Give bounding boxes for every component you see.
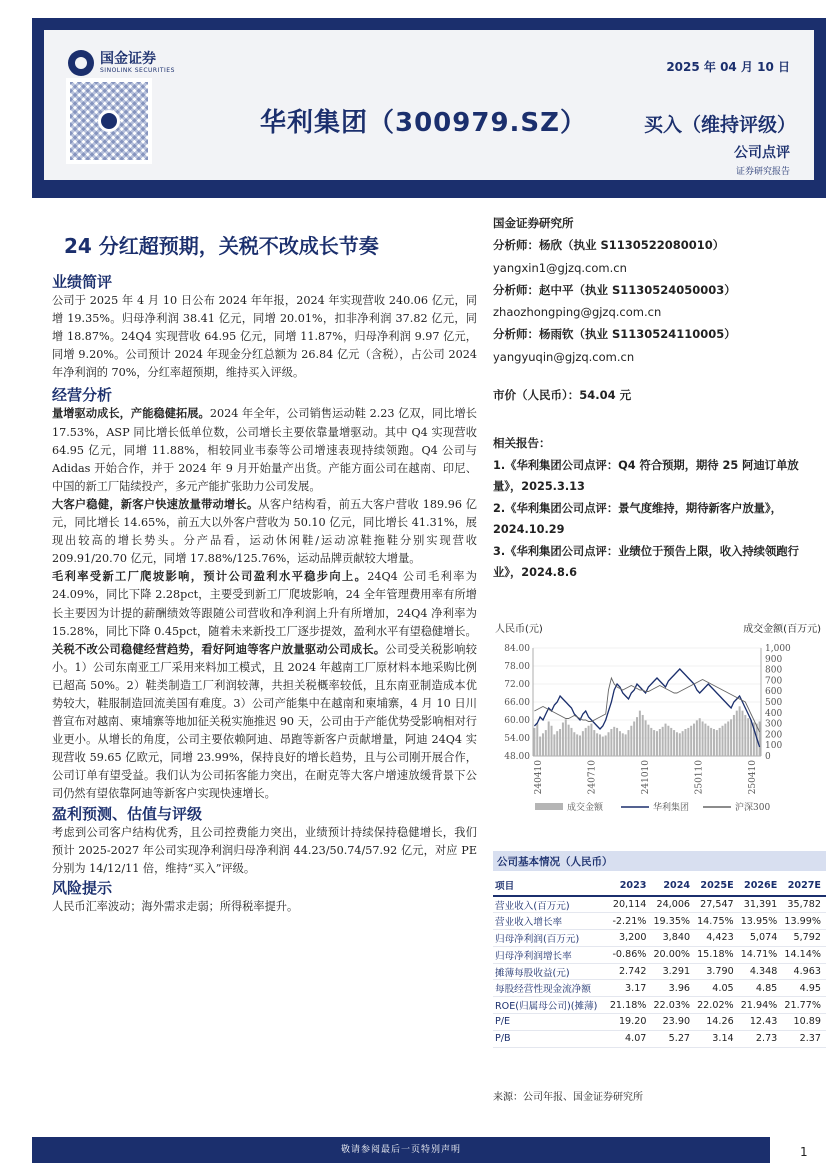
volume-bar: [744, 715, 746, 756]
volume-bar: [696, 720, 698, 756]
x-tick-label: 241010: [641, 760, 651, 795]
volume-bar: [585, 728, 587, 756]
x-tick-label: 250110: [694, 760, 705, 795]
volume-bar: [582, 731, 584, 756]
volume-bar: [759, 721, 761, 756]
table-cell: ROE(归属母公司)(摊薄): [493, 997, 608, 1014]
y-right-label: 成交金额(百万元): [743, 624, 821, 635]
y-right-tick-label: 200: [765, 730, 783, 741]
volume-bar: [576, 734, 578, 756]
volume-bar: [730, 719, 732, 756]
volume-bar: [596, 733, 598, 756]
volume-bar: [533, 728, 535, 756]
section-title-review: 业绩简评: [52, 273, 113, 291]
volume-bar: [704, 724, 706, 756]
volume-bar: [579, 735, 581, 756]
x-tick-label: 240710: [587, 760, 598, 795]
volume-bar: [719, 728, 721, 756]
price-chart-svg: [493, 620, 823, 820]
paragraph: [52, 405, 477, 495]
paragraph-text: 2024 年全年，公司销售运动鞋 2.23 亿双，同比增长 17.53%，ASP 同比增长低单位数，公司增长主要依靠量增驱动。其中 Q4 实现营收 64.95 亿元，同增 11.88%，相较同业韦泰等公司增速表现持续领跑。Q4 公司与 Adidas 开始合作，并于 2024 年 9 月开始量产出货。产能方面公司在越南、印尼、中国的新工厂陆续投产，多元产能扩张助力公司发展。: [52, 407, 477, 493]
paragraph-lead: 大客户稳健，新客户快速放量带动增长。: [52, 497, 259, 511]
table-cell: 摊薄每股收益(元): [493, 963, 608, 980]
y-left-tick-label: 54.00: [504, 734, 530, 744]
legend-label: 成交金额: [567, 803, 604, 813]
volume-bar: [593, 730, 595, 756]
related-reports-title: 相关报告：: [493, 436, 551, 451]
y-left-tick-label: 84.00: [504, 644, 530, 654]
volume-bar: [602, 737, 604, 756]
main-body: [52, 272, 477, 916]
volume-bar: [702, 721, 704, 756]
table-cell: -2.21%: [608, 913, 652, 930]
analyst-3: 分析师：杨雨钦（执业 S1130524110005）: [493, 327, 736, 342]
table-cell: 14.26: [695, 1014, 739, 1031]
table-cell: 4.85: [739, 980, 783, 997]
table-cell: 3,840: [651, 930, 695, 947]
x-tick-label: 250410: [748, 760, 758, 795]
table-header-cell: 2025E: [695, 876, 739, 896]
volume-bar: [588, 726, 590, 756]
table-source: 来源：公司年报、国金证券研究所: [493, 1092, 643, 1103]
paragraph-text: 从客户结构看，前五大客户营收 189.96 亿元，同比增长 14.65%，前五大以外客户营收为 50.10 亿元，同比增长 41.31%，展现出较高的增长势头。分产品看，运动休闲鞋/运动凉鞋拖鞋分别实现营收 209.91/20.70 亿元，同增 17.88%/125.76%，运动品牌贡献较大增量。: [52, 497, 477, 566]
qr-code-icon: [66, 78, 152, 164]
table-title: 公司基本情况（人民币）: [493, 851, 826, 871]
volume-bar: [739, 706, 741, 756]
table-cell: 5.27: [651, 1030, 695, 1047]
paragraph: [52, 496, 477, 568]
volume-bar: [659, 729, 661, 756]
analyst-1: 分析师：杨欣（执业 S1130522080010）: [493, 238, 725, 253]
paragraph: 人民币汇率波动；海外需求走弱；所得税率提升。: [52, 899, 299, 913]
volume-bar: [536, 724, 538, 756]
volume-bar: [679, 733, 681, 756]
volume-bar: [710, 728, 712, 756]
volume-bar: [573, 732, 575, 756]
table-cell: 31,391: [739, 896, 783, 913]
table-header-cell: 2023: [608, 876, 652, 896]
table-cell: 23.90: [651, 1014, 695, 1031]
volume-bar: [608, 732, 610, 756]
table-cell: 14.14%: [782, 946, 826, 963]
volume-bar: [647, 725, 649, 756]
table-row: [493, 930, 826, 947]
table-cell: 3.291: [651, 963, 695, 980]
table-cell: P/B: [493, 1030, 608, 1047]
footer-disclaimer: 敬请参阅最后一页特别声明: [32, 1137, 770, 1163]
volume-bar: [747, 718, 749, 756]
volume-bar: [670, 728, 672, 756]
table-header-cell: 2027E: [782, 876, 826, 896]
fundamentals-table: [493, 876, 826, 1048]
analyst-2-email[interactable]: zhaozhongping@gjzq.com.cn: [493, 305, 662, 320]
volume-bar: [545, 730, 547, 756]
paragraph-text: 24Q4 公司毛利率为 24.09%，同比下降 2.28pct，主要受到新工厂爬坡影响，24 全年管理费用率有所增长主要因为计提的薪酬绩效等跟随公司营收和净利润上升有所增加，24Q4 净利率为 15.28%，同比下降 0.45pct，随着未来新投工厂逐步提效，盈利水平有望稳健增长。: [52, 570, 477, 638]
table-cell: 营业收入(百万元): [493, 896, 608, 913]
volume-bar: [568, 725, 570, 756]
table-cell: 19.35%: [651, 913, 695, 930]
volume-bar: [630, 726, 632, 756]
table-cell: 20.00%: [651, 946, 695, 963]
volume-bar: [556, 731, 558, 756]
volume-bar: [727, 721, 729, 756]
volume-bar: [699, 718, 701, 756]
y-left-tick-label: 72.00: [504, 680, 530, 690]
table-row: [493, 980, 826, 997]
volume-bar: [610, 729, 612, 756]
report-kind: 证券研究报告: [735, 167, 790, 177]
table-cell: 2.37: [782, 1030, 826, 1047]
related-report-item[interactable]: 1.《华利集团公司点评：Q4 符合预期，期待 25 阿迪订单放量》，2025.3.13: [493, 458, 799, 494]
volume-bar: [707, 726, 709, 756]
table-cell: 21.77%: [782, 997, 826, 1014]
y-right-tick-label: 900: [765, 654, 783, 665]
table-header-row: [493, 876, 826, 896]
table-cell: 营业收入增长率: [493, 913, 608, 930]
volume-bar: [650, 728, 652, 756]
market-price: 市价（人民币）：54.04 元: [493, 388, 632, 403]
table-cell: 13.99%: [782, 913, 826, 930]
paragraph-lead: 关税不改公司稳健经营趋势，看好阿迪等客户放量驱动公司成长。: [52, 642, 386, 656]
table-cell: 3.14: [695, 1030, 739, 1047]
volume-bar: [653, 730, 655, 756]
table-cell: 2.742: [608, 963, 652, 980]
table-cell: 14.75%: [695, 913, 739, 930]
table-cell: 15.18%: [695, 946, 739, 963]
volume-bar: [625, 734, 627, 756]
table-cell: 13.95%: [739, 913, 783, 930]
volume-bar: [559, 729, 561, 756]
table-header-cell: 2026E: [739, 876, 783, 896]
paragraph: [52, 568, 477, 640]
volume-bar: [684, 729, 686, 756]
y-right-tick-label: 1,000: [765, 644, 791, 654]
volume-bar: [605, 735, 607, 756]
related-report-item[interactable]: 3.《华利集团公司点评：业绩位于预告上限，收入持续领跑行业》，2024.8.6: [493, 544, 799, 580]
volume-bar: [565, 719, 567, 756]
volume-bar: [570, 728, 572, 756]
table-cell: 归母净利润(百万元): [493, 930, 608, 947]
volume-bar: [693, 724, 695, 756]
volume-bar: [656, 731, 658, 756]
logo-name-en: SINOLINK SECURITIES: [100, 67, 175, 74]
table-cell: 22.02%: [695, 997, 739, 1014]
volume-bar: [539, 737, 541, 756]
table-cell: 24,006: [651, 896, 695, 913]
table-cell: 4.348: [739, 963, 783, 980]
section-title-forecast: 盈利预测、估值与评级: [52, 804, 203, 823]
volume-bar: [741, 711, 743, 756]
volume-bar: [562, 723, 564, 756]
legend-label: 华利集团: [653, 803, 690, 813]
volume-bar: [690, 726, 692, 756]
analyst-1-email[interactable]: yangxin1@gjzq.com.cn: [493, 260, 627, 275]
legend-label: 沪深300: [735, 803, 771, 813]
table-row: [493, 1030, 826, 1047]
volume-bar: [619, 731, 621, 756]
volume-bar: [687, 728, 689, 756]
legend-swatch: [535, 803, 563, 810]
table-cell: 10.89: [782, 1014, 826, 1031]
table-header-cell: 2024: [651, 876, 695, 896]
headline: 24 分红超预期，关税不改成长节奏: [64, 234, 379, 258]
volume-bar: [716, 730, 718, 756]
table-cell: 归母净利润增长率: [493, 946, 608, 963]
table-row: [493, 913, 826, 930]
table-cell: 4.95: [782, 980, 826, 997]
volume-bar: [636, 717, 638, 756]
volume-bar: [736, 711, 738, 756]
related-report-item[interactable]: 2.《华利集团公司点评：景气度维持，期待新客户放量》，2024.10.29: [493, 501, 782, 537]
volume-bar: [622, 733, 624, 756]
volume-bar: [548, 721, 550, 756]
volume-bar: [713, 729, 715, 756]
volume-bar: [667, 726, 669, 756]
table-cell: 21.94%: [739, 997, 783, 1014]
header-panel: [44, 30, 814, 180]
section-title-analysis: 经营分析: [52, 386, 113, 405]
x-tick-label: 240410: [534, 760, 544, 795]
paragraph: 考虑到公司客户结构优秀，且公司控费能力突出，业绩预计持续保持稳健增长，我们预计 2025-2027 年公司实现净利润归母净利润 44.23/50.74/57.92 亿元，对应 PE 分别为 14/12/11 倍，维持“买入”评级。: [52, 825, 477, 875]
volume-bar: [750, 720, 752, 756]
volume-bar: [682, 731, 684, 756]
table-cell: 3.17: [608, 980, 652, 997]
table-row: [493, 997, 826, 1014]
table-cell: 5,792: [782, 930, 826, 947]
page-number: 1: [800, 1145, 808, 1159]
report-type: 公司点评: [734, 145, 790, 161]
table-cell: 12.43: [739, 1014, 783, 1031]
paragraph: 公司于 2025 年 4 月 10 日公布 2024 年年报，2024 年实现营收 240.06 亿元，同增 19.35%。归母净利润 38.41 亿元，同增 20.01%，扣非净利润 37.82 亿元，同增 18.87%。24Q4 实现营收 64.95 亿元，同增 11.87%，归母净利润 9.97 亿元，同增 9.20%。公司预计 2024 年现金分红总额为 26.84 亿元（含税），占公司 2024 年净利润的 70%，分红率超预期，维持买入评级。: [52, 294, 477, 380]
y-left-tick-label: 48.00: [504, 752, 530, 762]
table-cell: 22.03%: [651, 997, 695, 1014]
table-cell: -0.86%: [608, 946, 652, 963]
volume-bar: [662, 727, 664, 756]
table-cell: 4,423: [695, 930, 739, 947]
analyst-3-email[interactable]: yangyuqin@gjzq.com.cn: [493, 349, 635, 364]
table-cell: 每股经营性现金流净额: [493, 980, 608, 997]
volume-bar: [722, 726, 724, 756]
logo-name-cn: 国金证券: [100, 51, 156, 67]
report-date: 2025 年 04 月 10 日: [666, 60, 790, 74]
table-cell: 20,114: [608, 896, 652, 913]
table-cell: 2.73: [739, 1030, 783, 1047]
y-left-tick-label: 78.00: [504, 662, 530, 672]
volume-bar: [553, 734, 555, 756]
volume-bar: [590, 724, 592, 756]
report-header: [32, 18, 826, 198]
table-row: [493, 963, 826, 980]
paragraph: [52, 641, 477, 804]
institute-name: 国金证券研究所: [493, 216, 574, 230]
y-right-tick-label: 500: [765, 698, 783, 708]
volume-bar: [645, 720, 647, 756]
table-cell: 21.18%: [608, 997, 652, 1014]
company-title: 华利集团（300979.SZ）: [260, 108, 588, 138]
table-cell: 19.20: [608, 1014, 652, 1031]
volume-bar: [724, 724, 726, 756]
volume-bar: [673, 730, 675, 756]
table-row: [493, 896, 826, 913]
volume-bar: [627, 730, 629, 756]
y-right-tick-label: 100: [765, 741, 783, 752]
paragraph-lead: 量增驱动成长，产能稳健拓展。: [52, 407, 210, 421]
table-header-cell: 项目: [493, 876, 608, 896]
table-row: [493, 1014, 826, 1031]
section-title-risk: 风险提示: [52, 878, 113, 897]
rating: 买入（维持评级）: [643, 114, 796, 136]
y-right-tick-label: 300: [765, 719, 783, 730]
volume-bar: [676, 732, 678, 756]
y-left-label: 人民币(元): [495, 624, 543, 635]
brand-logo: [68, 50, 175, 76]
table-cell: 3.96: [651, 980, 695, 997]
volume-bar: [639, 711, 641, 756]
table-cell: 27,547: [695, 896, 739, 913]
table-cell: 4.05: [695, 980, 739, 997]
table-cell: 5,074: [739, 930, 783, 947]
y-left-tick-label: 66.00: [504, 698, 530, 708]
paragraph-text: 公司受关税影响较小。1）公司东南亚工厂采用来料加工模式，且 2024 年越南工厂原材料本地采购比例已超高 50%。2）鞋类制造工厂利润较薄，共担关税概率较低，且东南亚制造成本优势较大，鞋服制造回流美国有难度。3）公司产能集中在越南和柬埔寨，4 月 10 日川普宣布对越南、柬埔寨等地加征关税实施推迟 90 天，公司由于产能优势受影响相对行业更小。从增长的角度，公司主要依赖阿迪、昂跑等新客户贡献增量，阿迪 24Q4 实现营收 59.65 亿欧元，同增 23.99%，保持良好的增长趋势，且与公司刚开展合作，公司订单有望受益。我们认为公司拓客能力突出，在耐克等大客户增速放缓背景下公司仍然有望依靠阿迪等新客户实现快速增长。: [52, 642, 477, 801]
paragraph-lead: 毛利率受新工厂爬坡影响，预计公司盈利水平稳步向上。: [52, 570, 368, 584]
table-cell: P/E: [493, 1014, 608, 1031]
table-cell: 14.71%: [739, 946, 783, 963]
volume-bar: [551, 726, 553, 756]
volume-bar: [542, 733, 544, 756]
y-right-tick-label: 600: [765, 687, 783, 698]
volume-bar: [633, 721, 635, 756]
volume-bar: [616, 728, 618, 756]
table-cell: 4.07: [608, 1030, 652, 1047]
y-right-tick-label: 0: [765, 752, 771, 762]
y-right-tick-label: 800: [765, 665, 783, 676]
y-right-tick-label: 700: [765, 676, 783, 687]
analyst-2: 分析师：赵中平（执业 S1130524050003）: [493, 282, 736, 297]
y-left-tick-label: 60.00: [504, 716, 530, 726]
table-cell: 4.963: [782, 963, 826, 980]
volume-bar: [599, 734, 601, 756]
y-right-tick-label: 400: [765, 708, 783, 719]
table-cell: 3.790: [695, 963, 739, 980]
volume-bar: [642, 715, 644, 756]
table-cell: 35,782: [782, 896, 826, 913]
table-row: [493, 946, 826, 963]
sinolink-logo-icon: [68, 50, 94, 76]
price-chart: [493, 620, 823, 820]
table-cell: 3,200: [608, 930, 652, 947]
volume-bar: [665, 724, 667, 756]
sidebar-info: [493, 212, 823, 584]
volume-bar: [613, 727, 615, 756]
volume-bar: [733, 715, 735, 756]
